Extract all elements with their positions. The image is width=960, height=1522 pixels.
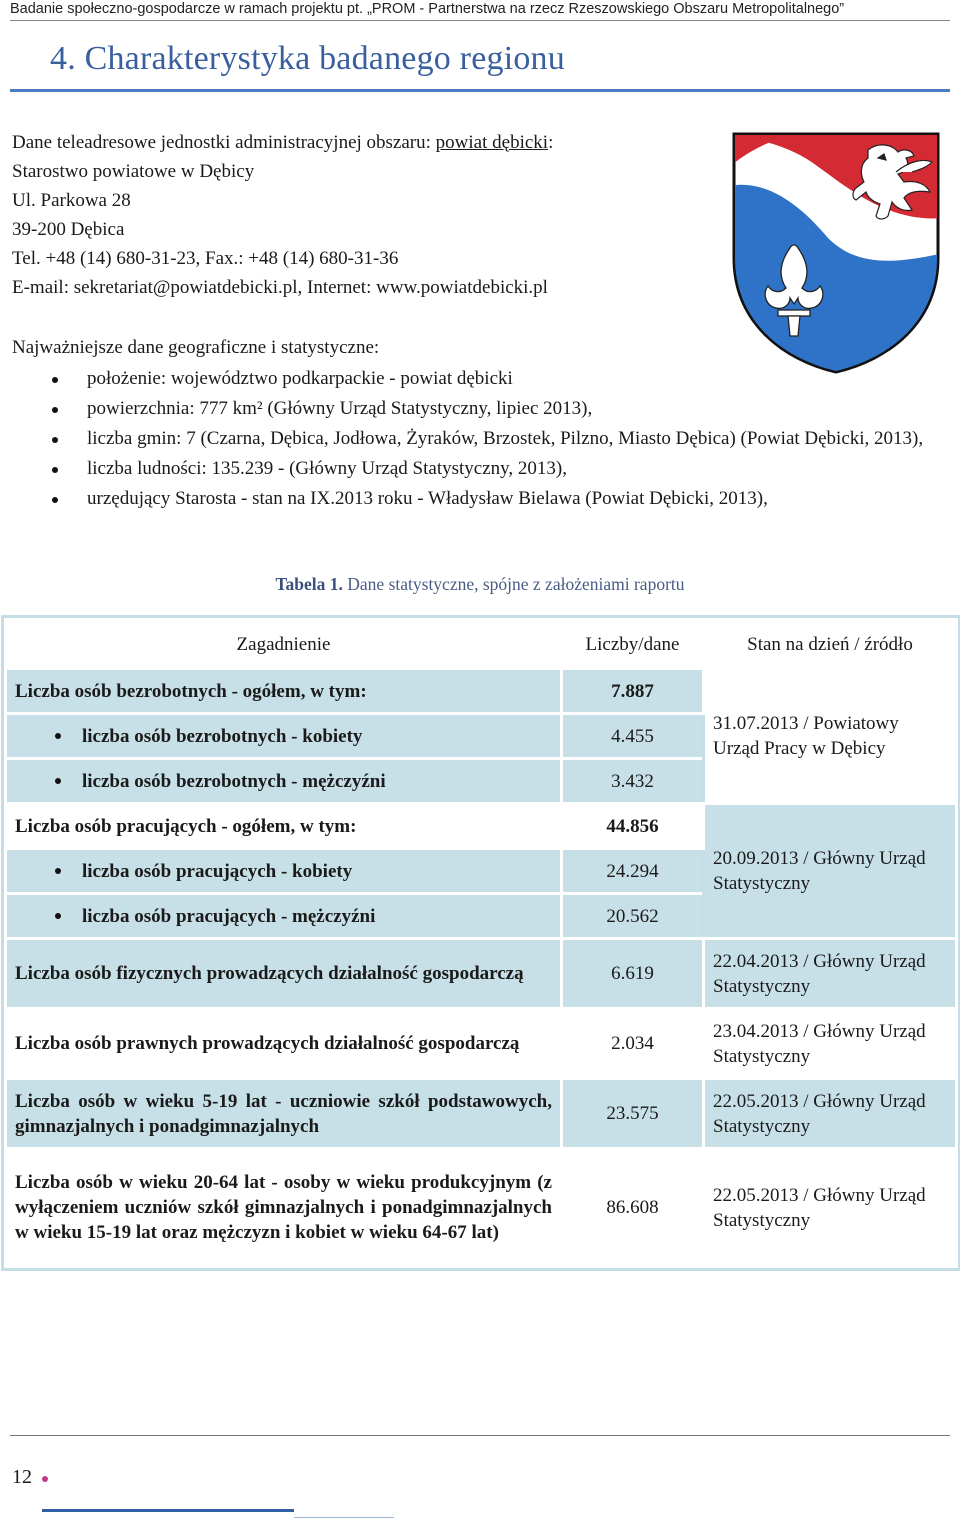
table-row bbox=[6, 1149, 957, 1267]
contact-line-phone: Tel. +48 (14) 680-31-23, Fax.: +48 (14) 680-31-36 bbox=[12, 248, 399, 269]
row-source: 22.05.2013 / Główny Urząd Statystyczny bbox=[704, 1149, 957, 1267]
table-caption bbox=[0, 574, 960, 595]
row-value: 4.455 bbox=[562, 714, 704, 759]
chapter-title: 4. Charakterystyka badanego regionu bbox=[50, 40, 565, 77]
row-source: 31.07.2013 / Powiatowy Urząd Pracy w Dębicy bbox=[704, 669, 957, 804]
row-value: 7.887 bbox=[562, 669, 704, 714]
row-value: 20.562 bbox=[562, 894, 704, 939]
row-value: 44.856 bbox=[562, 804, 704, 849]
contact-line-email: E-mail: sekretariat@powiatdebicki.pl, Internet: www.powiatdebicki.pl bbox=[12, 277, 548, 298]
statistics-table bbox=[4, 618, 958, 1268]
row-value: 2.034 bbox=[562, 1009, 704, 1079]
table-row bbox=[6, 804, 957, 849]
row-value: 86.608 bbox=[562, 1149, 704, 1267]
footer-accent-bar bbox=[42, 1509, 294, 1512]
row-label: Liczba osób prawnych prowadzących działalność gospodarczą bbox=[6, 1009, 562, 1079]
contact-line-postcode: 39-200 Dębica bbox=[12, 219, 125, 240]
row-label: liczba osób pracujących - mężczyźni bbox=[6, 894, 562, 939]
row-label: Liczba osób w wieku 20-64 lat - osoby w wieku produkcyjnym (z wyłączeniem uczniów szkół gimnazjalnych i ponadgimnazjalnych w wieku 15-19 lat oraz mężczyzn i kobiet w wieku 64-67 lat) bbox=[6, 1149, 562, 1267]
table-row bbox=[6, 669, 957, 714]
row-source: 22.04.2013 / Główny Urząd Statystyczny bbox=[704, 939, 957, 1009]
row-value: 6.619 bbox=[562, 939, 704, 1009]
row-label: Liczba osób fizycznych prowadzących działalność gospodarczą bbox=[6, 939, 562, 1009]
header-values: Liczby/dane bbox=[562, 620, 704, 669]
header-source: Stan na dzień / źródło bbox=[704, 620, 957, 669]
row-label: liczba osób bezrobotnych - kobiety bbox=[6, 714, 562, 759]
row-source: 22.05.2013 / Główny Urząd Statystyczny bbox=[704, 1079, 957, 1149]
title-rule bbox=[10, 89, 950, 92]
geo-item-location: położenie: województwo podkarpackie - powiat dębicki bbox=[12, 364, 952, 394]
geo-list bbox=[12, 364, 952, 514]
county-link[interactable]: powiat dębicki bbox=[435, 132, 549, 153]
row-label: Liczba osób bezrobotnych - ogółem, w tym: bbox=[6, 669, 562, 714]
contact-heading-suffix: : bbox=[548, 132, 554, 153]
row-value: 23.575 bbox=[562, 1079, 704, 1149]
row-label: Liczba osób pracujących - ogółem, w tym: bbox=[6, 804, 562, 849]
geo-item-municipalities: liczba gmin: 7 (Czarna, Dębica, Jodłowa, Żyraków, Brzostek, Pilzno, Miasto Dębica) (Powiat Dębicki, 2013), bbox=[12, 424, 952, 454]
table-row bbox=[6, 1009, 957, 1079]
header-topic: Zagadnienie bbox=[6, 620, 562, 669]
table-header-row bbox=[6, 620, 957, 669]
table-row bbox=[6, 1079, 957, 1149]
contact-line-office: Starostwo powiatowe w Dębicy bbox=[12, 161, 255, 182]
row-label: Liczba osób w wieku 5-19 lat - uczniowie szkół podstawowych, gimnazjalnych i ponadgimnazjalnych bbox=[6, 1079, 562, 1149]
footer-accent-line bbox=[294, 1517, 394, 1518]
row-value: 3.432 bbox=[562, 759, 704, 804]
geo-heading: Najważniejsze dane geograficzne i statystyczne: bbox=[12, 337, 380, 358]
running-header: Badanie społeczno-gospodarcze w ramach projektu pt. „PROM - Partnerstwa na rzecz Rzeszowskiego Obszaru Metropolitalnego” bbox=[10, 0, 950, 21]
geo-item-population: liczba ludności: 135.239 - (Główny Urząd Statystyczny, 2013), bbox=[12, 454, 952, 484]
table-row bbox=[6, 939, 957, 1009]
row-value: 24.294 bbox=[562, 849, 704, 894]
page-number-dot-icon bbox=[42, 1476, 48, 1482]
row-source: 23.04.2013 / Główny Urząd Statystyczny bbox=[704, 1009, 957, 1079]
page-number: 12 bbox=[12, 1466, 32, 1488]
geo-item-area: powierzchnia: 777 km² (Główny Urząd Statystyczny, lipiec 2013), bbox=[12, 394, 952, 424]
contact-heading-prefix: Dane teleadresowe jednostki administracyjnej obszaru: bbox=[12, 132, 436, 153]
geo-item-starost: urzędujący Starosta - stan na IX.2013 roku - Władysław Bielawa (Powiat Dębicki, 2013), bbox=[12, 484, 952, 514]
contact-block bbox=[12, 128, 712, 302]
row-label: liczba osób bezrobotnych - mężczyźni bbox=[6, 759, 562, 804]
geo-stats-block bbox=[12, 333, 952, 514]
footer-rule bbox=[10, 1435, 950, 1436]
row-label: liczba osób pracujących - kobiety bbox=[6, 849, 562, 894]
contact-line-street: Ul. Parkowa 28 bbox=[12, 190, 131, 211]
table-caption-number: Tabela 1. bbox=[275, 574, 343, 594]
table-caption-text: Dane statystyczne, spójne z założeniami raportu bbox=[342, 574, 685, 594]
contact-heading bbox=[12, 128, 712, 157]
row-source: 20.09.2013 / Główny Urząd Statystyczny bbox=[704, 804, 957, 939]
